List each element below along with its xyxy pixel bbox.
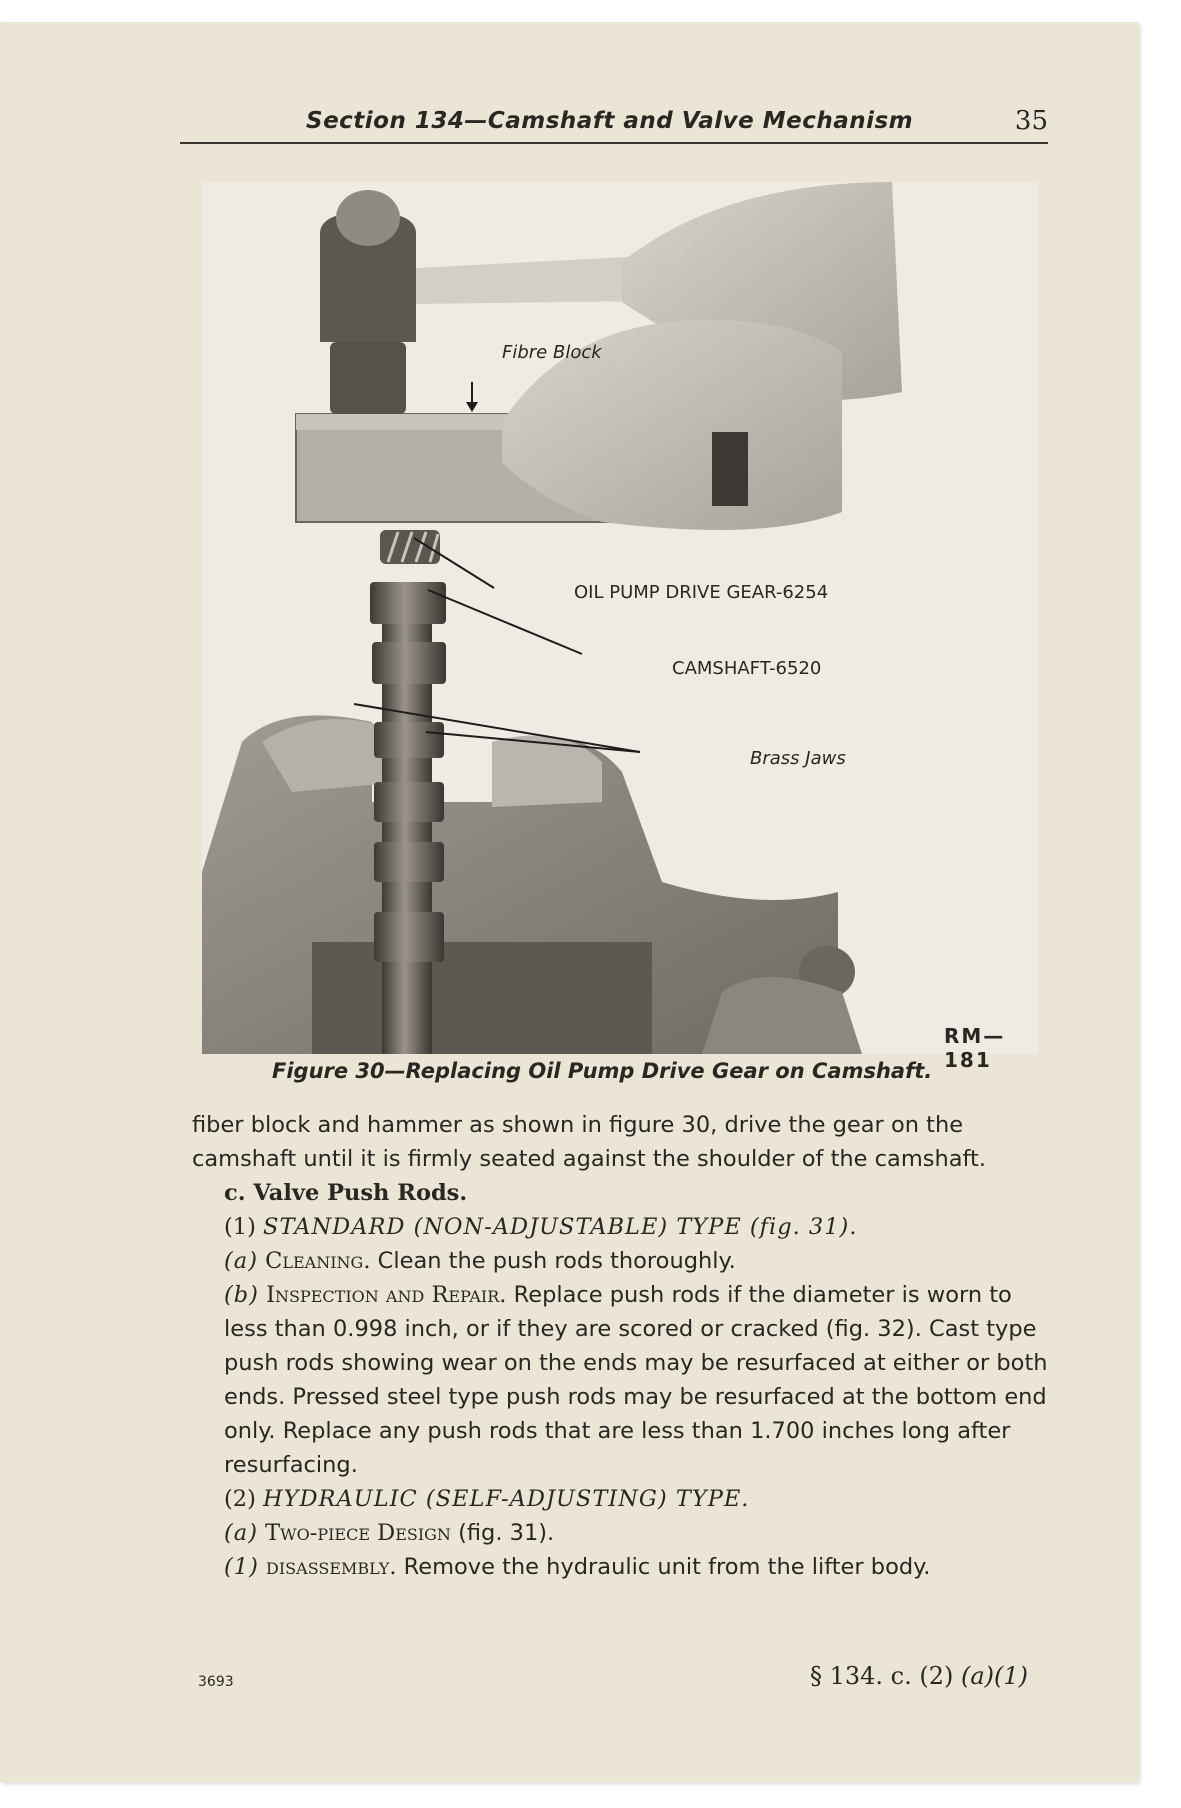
oil-pump-drive-gear-label: OIL PUMP DRIVE GEAR-6254 — [574, 582, 829, 603]
item-2-title: HYDRAULIC (SELF-ADJUSTING) TYPE. — [263, 1486, 750, 1512]
paragraph-continuation: fiber block and hammer as shown in figure 30, drive the gear on the camshaft until it is firmly seated against the shoulder of the camshaft. — [192, 1112, 987, 1172]
item-2a-number: (a) — [224, 1520, 258, 1546]
item-2 — [192, 1482, 1060, 1516]
item-2a1-label: disassembly. — [266, 1554, 397, 1580]
item-2a1-text: Remove the hydraulic unit from the lifter body. — [403, 1554, 931, 1580]
section-title: Section 134—Camshaft and Valve Mechanism — [306, 108, 914, 134]
section-reference — [810, 1662, 1028, 1690]
printer-signature: 3693 — [198, 1674, 234, 1690]
item-1b-number: (b) — [224, 1282, 259, 1308]
item-1 — [192, 1210, 1060, 1244]
section-ref-main: § 134. c. (2) — [809, 1662, 954, 1690]
figure-code: RM—181 — [944, 1024, 1006, 1072]
item-2a1 — [192, 1550, 1060, 1584]
item-1b-text: Replace push rods if the diameter is worn to less than 0.998 inch, or if they are scored or cracked (fig. 32). Cast type push rods showing wear on the ends may be resurfaced at either or both ends. Pressed steel type push rods may be resurfaced at the bottom end only. Replace any push rods that are less than 1.700 inches long after resurfacing. — [224, 1282, 1048, 1478]
camshaft-label: CAMSHAFT-6520 — [672, 658, 822, 679]
heading-c — [192, 1176, 1060, 1210]
figure-caption: Figure 30—Replacing Oil Pump Drive Gear on Camshaft. — [272, 1059, 933, 1083]
brass-jaws-label: Brass Jaws — [750, 748, 846, 769]
item-1a-text: Clean the push rods thoroughly. — [377, 1248, 736, 1274]
heading-c-text: c. Valve Push Rods. — [224, 1180, 468, 1206]
section-ref-italic: (a)(1) — [960, 1662, 1028, 1690]
item-1a-label: Cleaning. — [265, 1248, 371, 1274]
page-number: 35 — [1014, 106, 1048, 136]
page-header — [180, 98, 1048, 144]
document-page — [0, 22, 1138, 1782]
fibre-block-label: Fibre Block — [502, 342, 602, 363]
figure-illustration — [202, 182, 1038, 1054]
item-1-title: STANDARD (NON-ADJUSTABLE) TYPE (fig. 31). — [263, 1214, 858, 1240]
item-1-number: (1) — [224, 1214, 256, 1240]
item-2a-text: (fig. 31). — [458, 1520, 555, 1546]
item-2a1-number: (1) — [224, 1554, 259, 1580]
item-2a — [192, 1516, 1060, 1550]
item-2a-label: Two-piece Design — [265, 1520, 451, 1546]
item-1b-label: Inspection and Repair. — [266, 1282, 507, 1308]
body-text — [192, 1108, 1060, 1584]
item-2-number: (2) — [224, 1486, 256, 1512]
item-1a-number: (a) — [224, 1248, 258, 1274]
item-1a — [192, 1244, 1060, 1278]
item-1b — [192, 1278, 1060, 1482]
